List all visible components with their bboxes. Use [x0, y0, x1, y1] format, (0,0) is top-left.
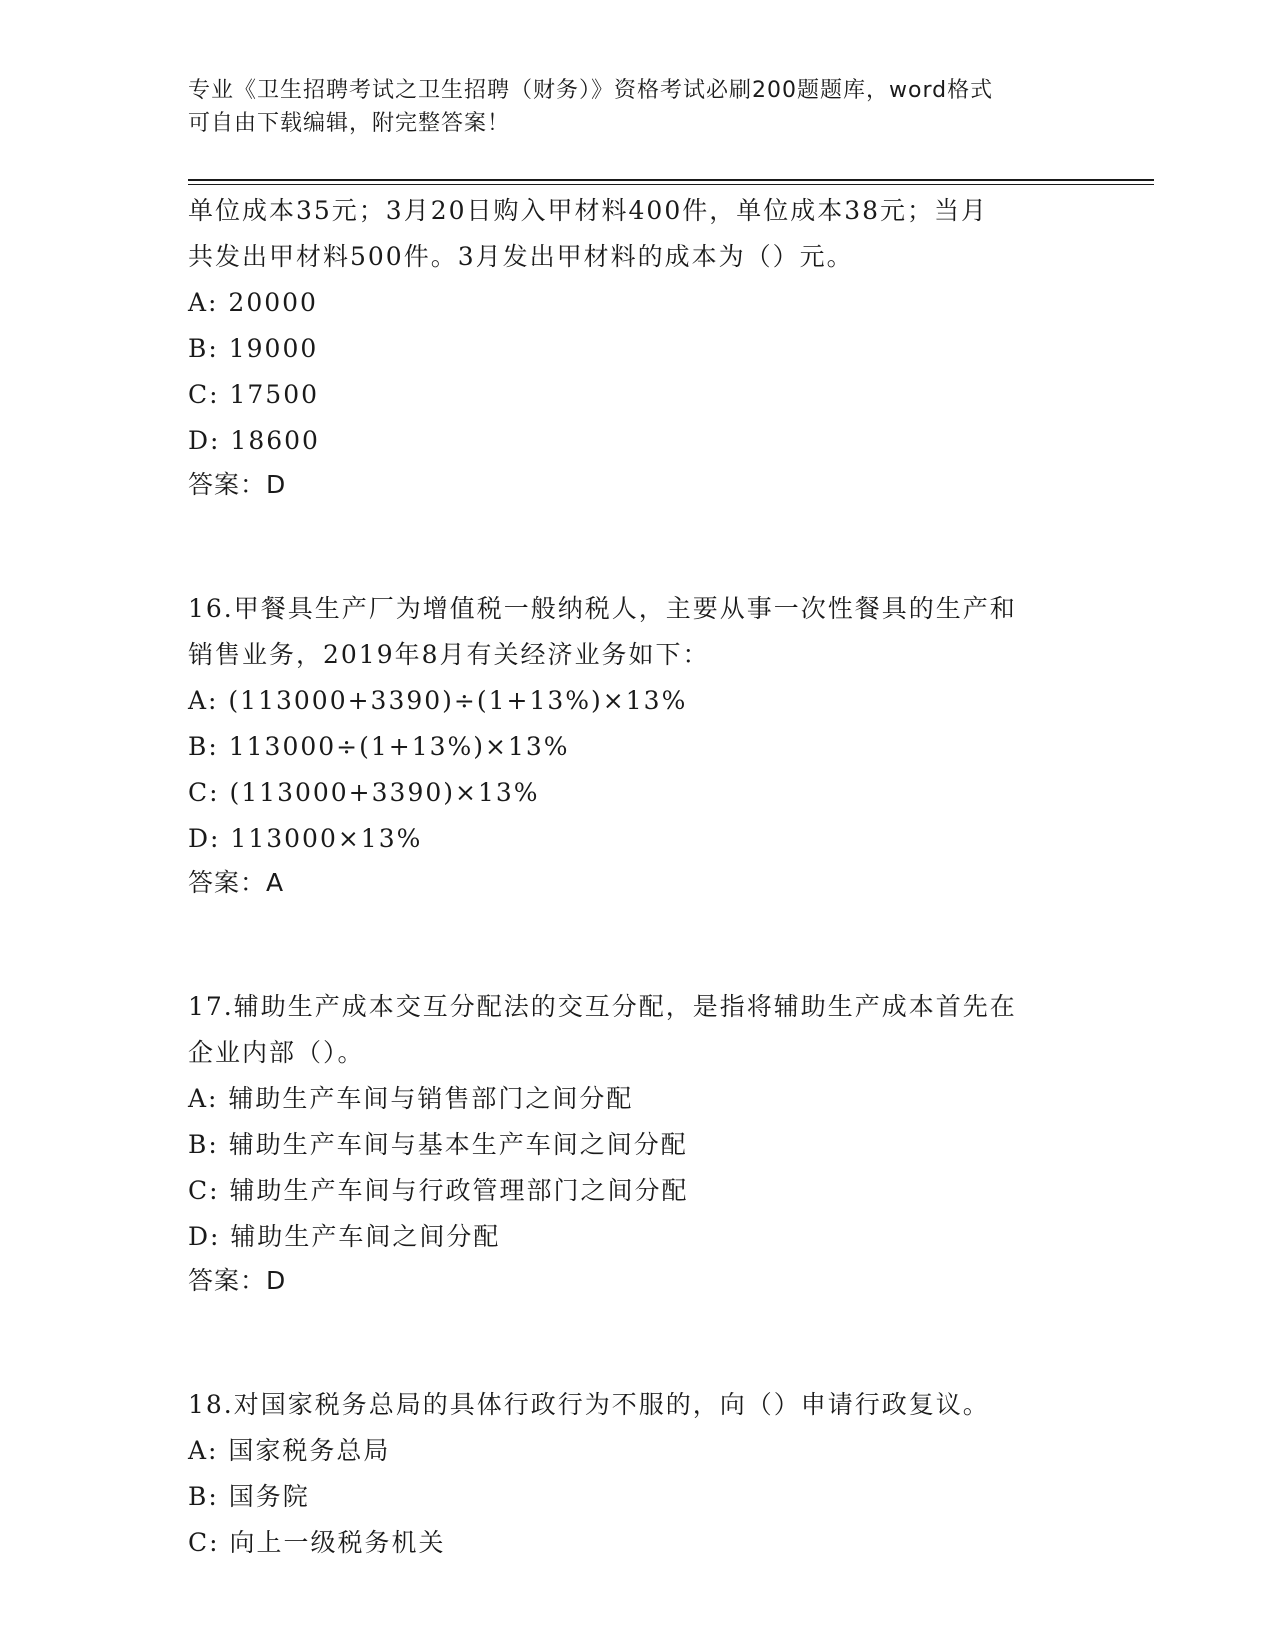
- question-text-line: 单位成本35元；3月20日购入甲材料400件，单位成本38元；当月: [188, 196, 989, 225]
- option-b: B: 113000÷(1+13%)×13%: [188, 732, 570, 761]
- answer-line: 答案：D: [188, 1266, 287, 1295]
- document-header: [188, 74, 1088, 140]
- option-d: D: 113000×13%: [188, 824, 423, 853]
- question-block: [188, 984, 1088, 1302]
- question-text-line: 16.甲餐具生产厂为增值税一般纳税人，主要从事一次性餐具的生产和: [188, 594, 1017, 623]
- question-text-line: 18.对国家税务总局的具体行政行为不服的，向（）申请行政复议。: [188, 1390, 990, 1419]
- header-divider-thin: [188, 184, 1154, 185]
- option-b: B: 辅助生产车间与基本生产车间之间分配: [188, 1130, 688, 1159]
- question-block: [188, 586, 1088, 904]
- option-a: A: 国家税务总局: [188, 1436, 391, 1465]
- document-body: [188, 188, 1088, 1566]
- option-c: C: 向上一级税务机关: [188, 1528, 446, 1557]
- option-c: C: (113000+3390)×13%: [188, 778, 540, 807]
- question-text-line: 17.辅助生产成本交互分配法的交互分配，是指将辅助生产成本首先在: [188, 992, 1017, 1021]
- question-block: [188, 188, 1088, 506]
- spacer: [188, 1302, 1088, 1382]
- option-b: B: 19000: [188, 334, 319, 363]
- option-c: C: 17500: [188, 380, 320, 409]
- spacer: [188, 506, 1088, 586]
- answer-line: 答案：D: [188, 470, 287, 499]
- option-d: D: 18600: [188, 426, 320, 455]
- option-d: D: 辅助生产车间之间分配: [188, 1222, 501, 1251]
- option-b: B: 国务院: [188, 1482, 310, 1511]
- spacer: [188, 904, 1088, 984]
- option-a: A: (113000+3390)÷(1+13%)×13%: [188, 686, 688, 715]
- header-line-2: 可自由下载编辑，附完整答案！: [188, 111, 511, 136]
- question-block: [188, 1382, 1088, 1566]
- question-text-line: 销售业务，2019年8月有关经济业务如下：: [188, 640, 710, 669]
- question-text-line: 共发出甲材料500件。3月发出甲材料的成本为（）元。: [188, 242, 854, 271]
- option-a: A: 辅助生产车间与销售部门之间分配: [188, 1084, 634, 1113]
- option-c: C: 辅助生产车间与行政管理部门之间分配: [188, 1176, 689, 1205]
- option-a: A: 20000: [188, 288, 318, 317]
- header-divider-thick: [188, 179, 1154, 181]
- answer-line: 答案：A: [188, 868, 285, 897]
- header-line-1: 专业《卫生招聘考试之卫生招聘（财务）》资格考试必刷200题题库，word格式: [188, 78, 994, 103]
- question-text-line: 企业内部（）。: [188, 1038, 365, 1067]
